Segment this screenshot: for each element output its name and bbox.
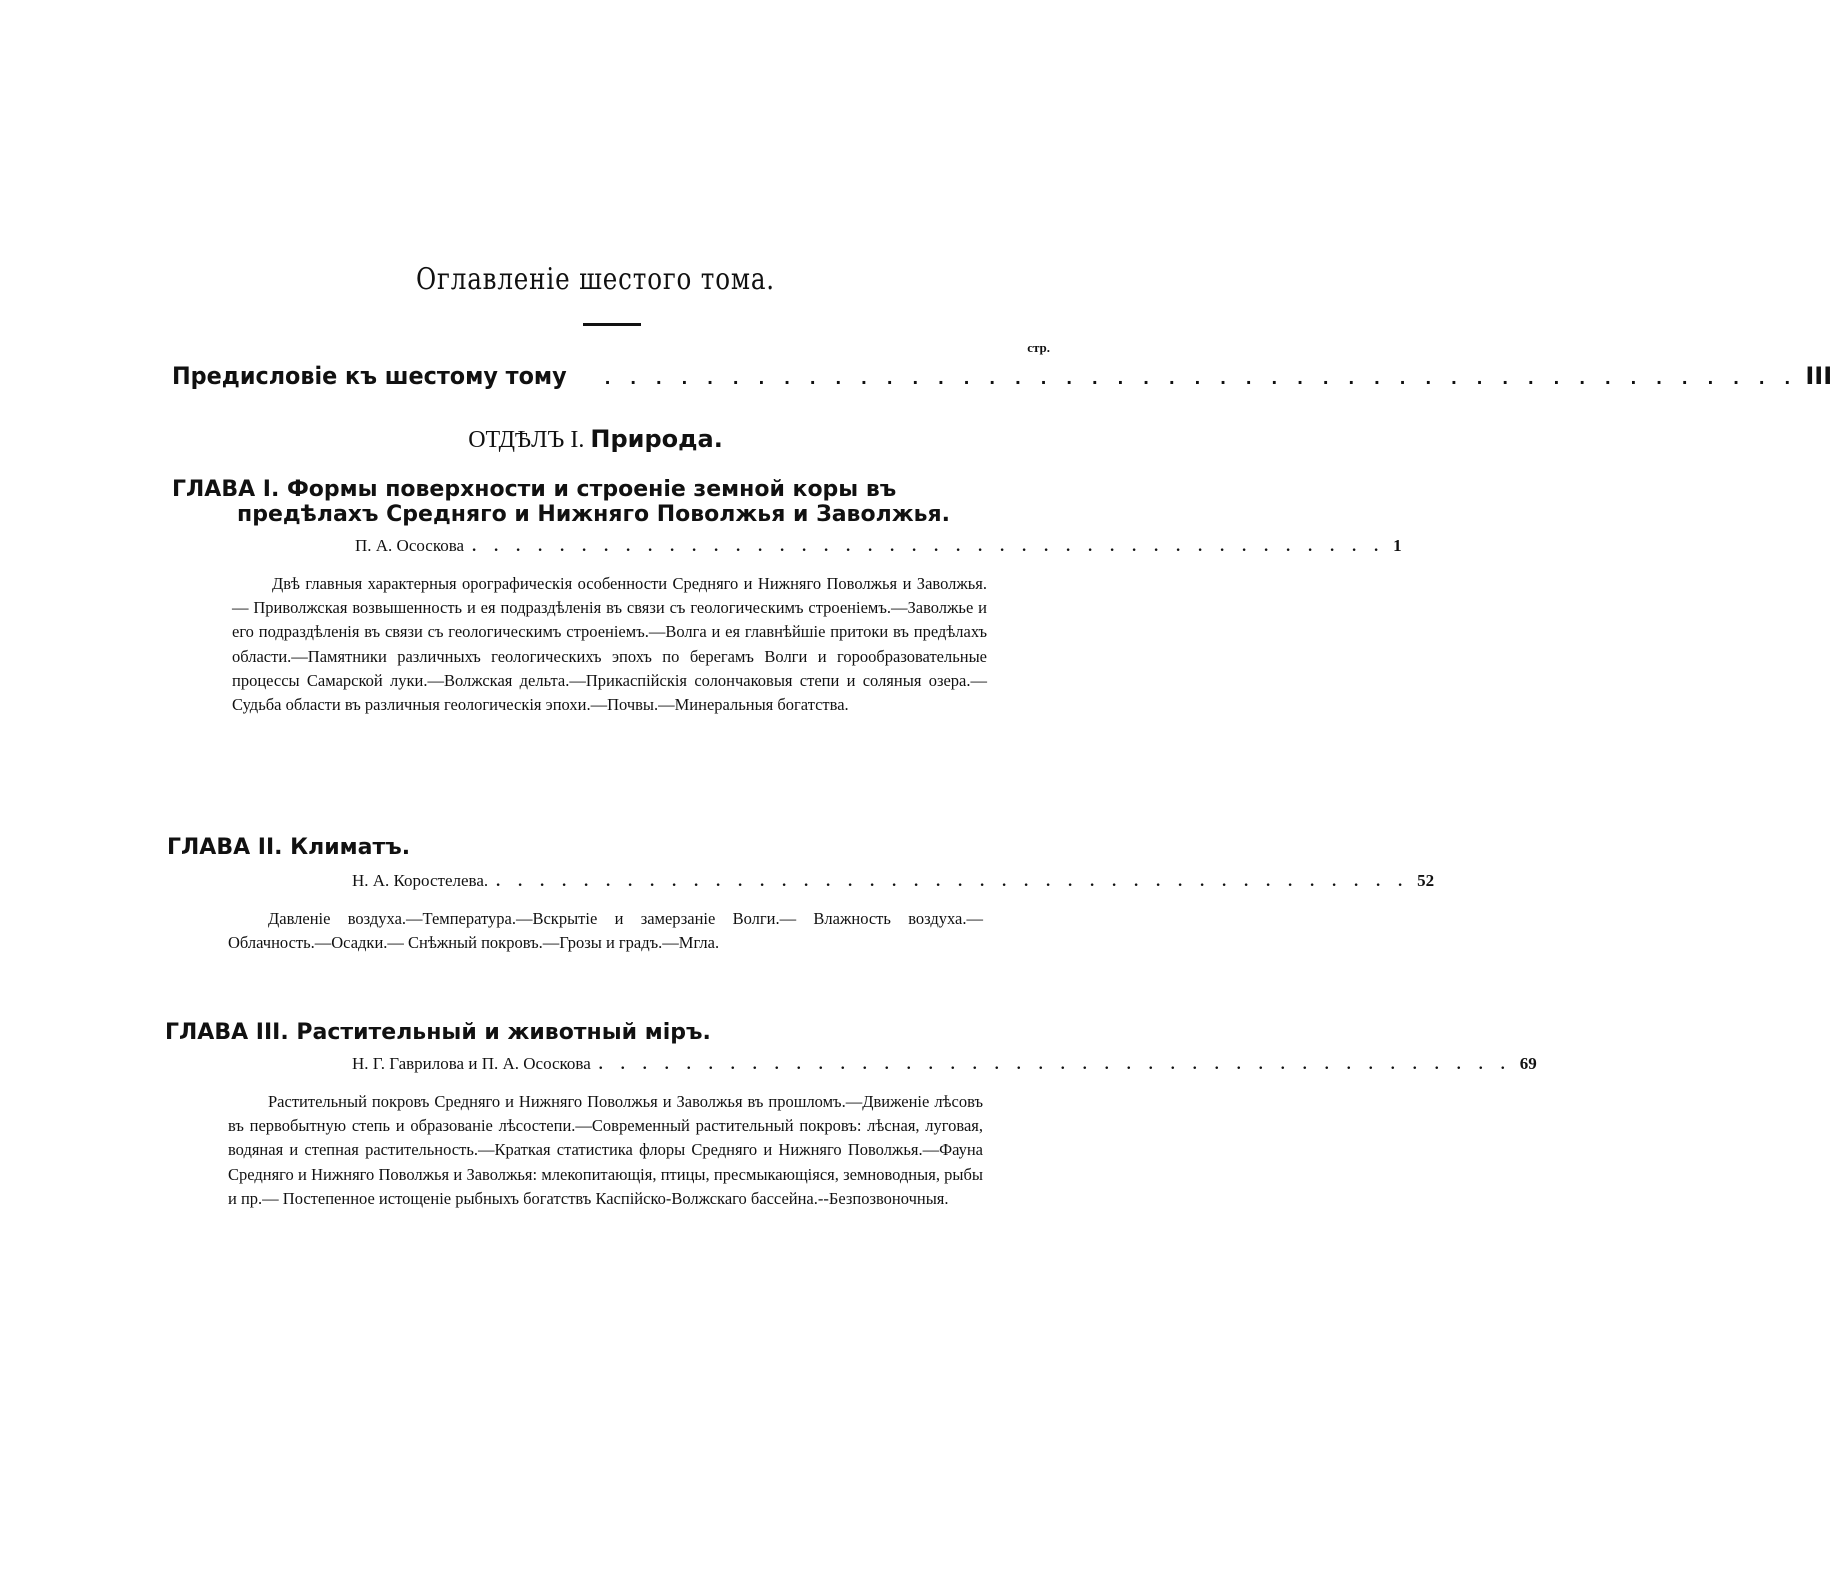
chapter-2-heading-line1: ГЛАВА II. Климатъ. — [167, 835, 411, 860]
chapter-1-author-entry — [355, 536, 1402, 556]
chapter-2-heading — [167, 835, 1027, 860]
chapter-3-author: Н. Г. Гаврилова и П. А. Ососкова — [352, 1054, 591, 1073]
chapter-1-author: П. А. Ососкова — [355, 536, 465, 555]
preface-label: Предисловіе къ шестому тому — [172, 362, 567, 390]
chapter-3-description: Растительный покровъ Средняго и Нижняго Поволжья и Заволжья въ прошломъ.—Движеніе лѣсовъ въ первобытную степь и образованіе лѣсостепи.—Современный растительный покровъ: лѣсная, луговая, водяная и степная растительность.—Краткая статистика флоры Средняго и Нижняго Поволжья.—Фауна Средняго и Нижняго Поволжья и Заволжья: млекопитающія, птицы, пресмыкающіяся, земноводныя, рыбы и пр.— Постепенное истощеніе рыбныхъ богатствъ Каспійско-Волжскаго бассейна.--Безпозвоночныя. — [228, 1092, 983, 1208]
section-heading — [0, 425, 1191, 454]
dot-leader: . . . . . . . . . . . . . . . . . . . . . . . . . . . . . . . . . . . . . . . . . . — [472, 538, 1386, 555]
chapter-1-heading-line1: ГЛАВА I. Формы поверхности и строеніе земной коры въ — [172, 477, 897, 502]
chapter-1-heading-line2: предѣлахъ Средняго и Нижняго Поволжья и Заволжья. — [237, 502, 950, 527]
dot-leader: . . . . . . . . . . . . . . . . . . . . . . . . . . . . . . . . . . . . . . . . . . — [496, 873, 1410, 890]
chapter-1-page: 1 — [1393, 536, 1402, 555]
chapter-3-page: 69 — [1519, 1054, 1537, 1073]
dot-leader: . . . . . . . . . . . . . . . . . . . . . . . . . . . . . . . . . . . . . . . . . . — [598, 1056, 1512, 1073]
title-divider — [583, 323, 641, 326]
section-prefix: ОТДѢЛЪ I. — [468, 427, 585, 453]
chapter-2-page: 52 — [1417, 871, 1435, 890]
page-title: Оглавленіе шестого тома. — [416, 262, 775, 297]
dot-leader: . . . . . . . . . . . . . . . . . . . . . . . . . . . . . . . . . . . . . . . . . . . . . . . — [604, 369, 1798, 388]
chapter-2-author: Н. А. Коростелева. — [352, 871, 489, 890]
chapter-2-description: Давленіе воздуха.—Температура.—Вскрытіе и замерзаніе Волги.— Влажность воздуха.—Облачность.—Осадки.— Снѣжный покровъ.—Грозы и градъ.—Мгла. — [228, 909, 983, 953]
chapter-1-description: Двѣ главныя характерныя орографическія особенности Средняго и Нижняго Поволжья и Заволжья.— Приволжская возвышенность и ея подраздѣленія въ связи съ геологическимъ строеніемъ.—Заволжье и его подраздѣленія въ связи съ геологическимъ строеніемъ.—Волга и ея главнѣйшіе притоки въ предѣлахъ области.—Памятники различныхъ геологическихъ эпохъ по берегамъ Волги и горообразовательные процессы Самарской луки.—Волжская дельта.—Прикаспійскія солончаковыя степи и соляныя озера.—Судьба области въ различныя геологическія эпохи.—Почвы.—Минеральныя богатства. — [232, 574, 987, 715]
page-column-label: стр. — [1027, 340, 1050, 355]
preface-page: III — [1805, 362, 1832, 390]
chapter-3-heading — [165, 1020, 1025, 1045]
preface-entry — [172, 362, 1832, 390]
chapter-2-author-entry — [352, 871, 1435, 891]
chapter-3-author-entry — [352, 1054, 1537, 1074]
section-name: Природа. — [590, 425, 723, 453]
chapter-3-heading-line1: ГЛАВА III. Растительный и животный міръ. — [165, 1020, 711, 1045]
chapter-1-heading — [172, 477, 1032, 527]
